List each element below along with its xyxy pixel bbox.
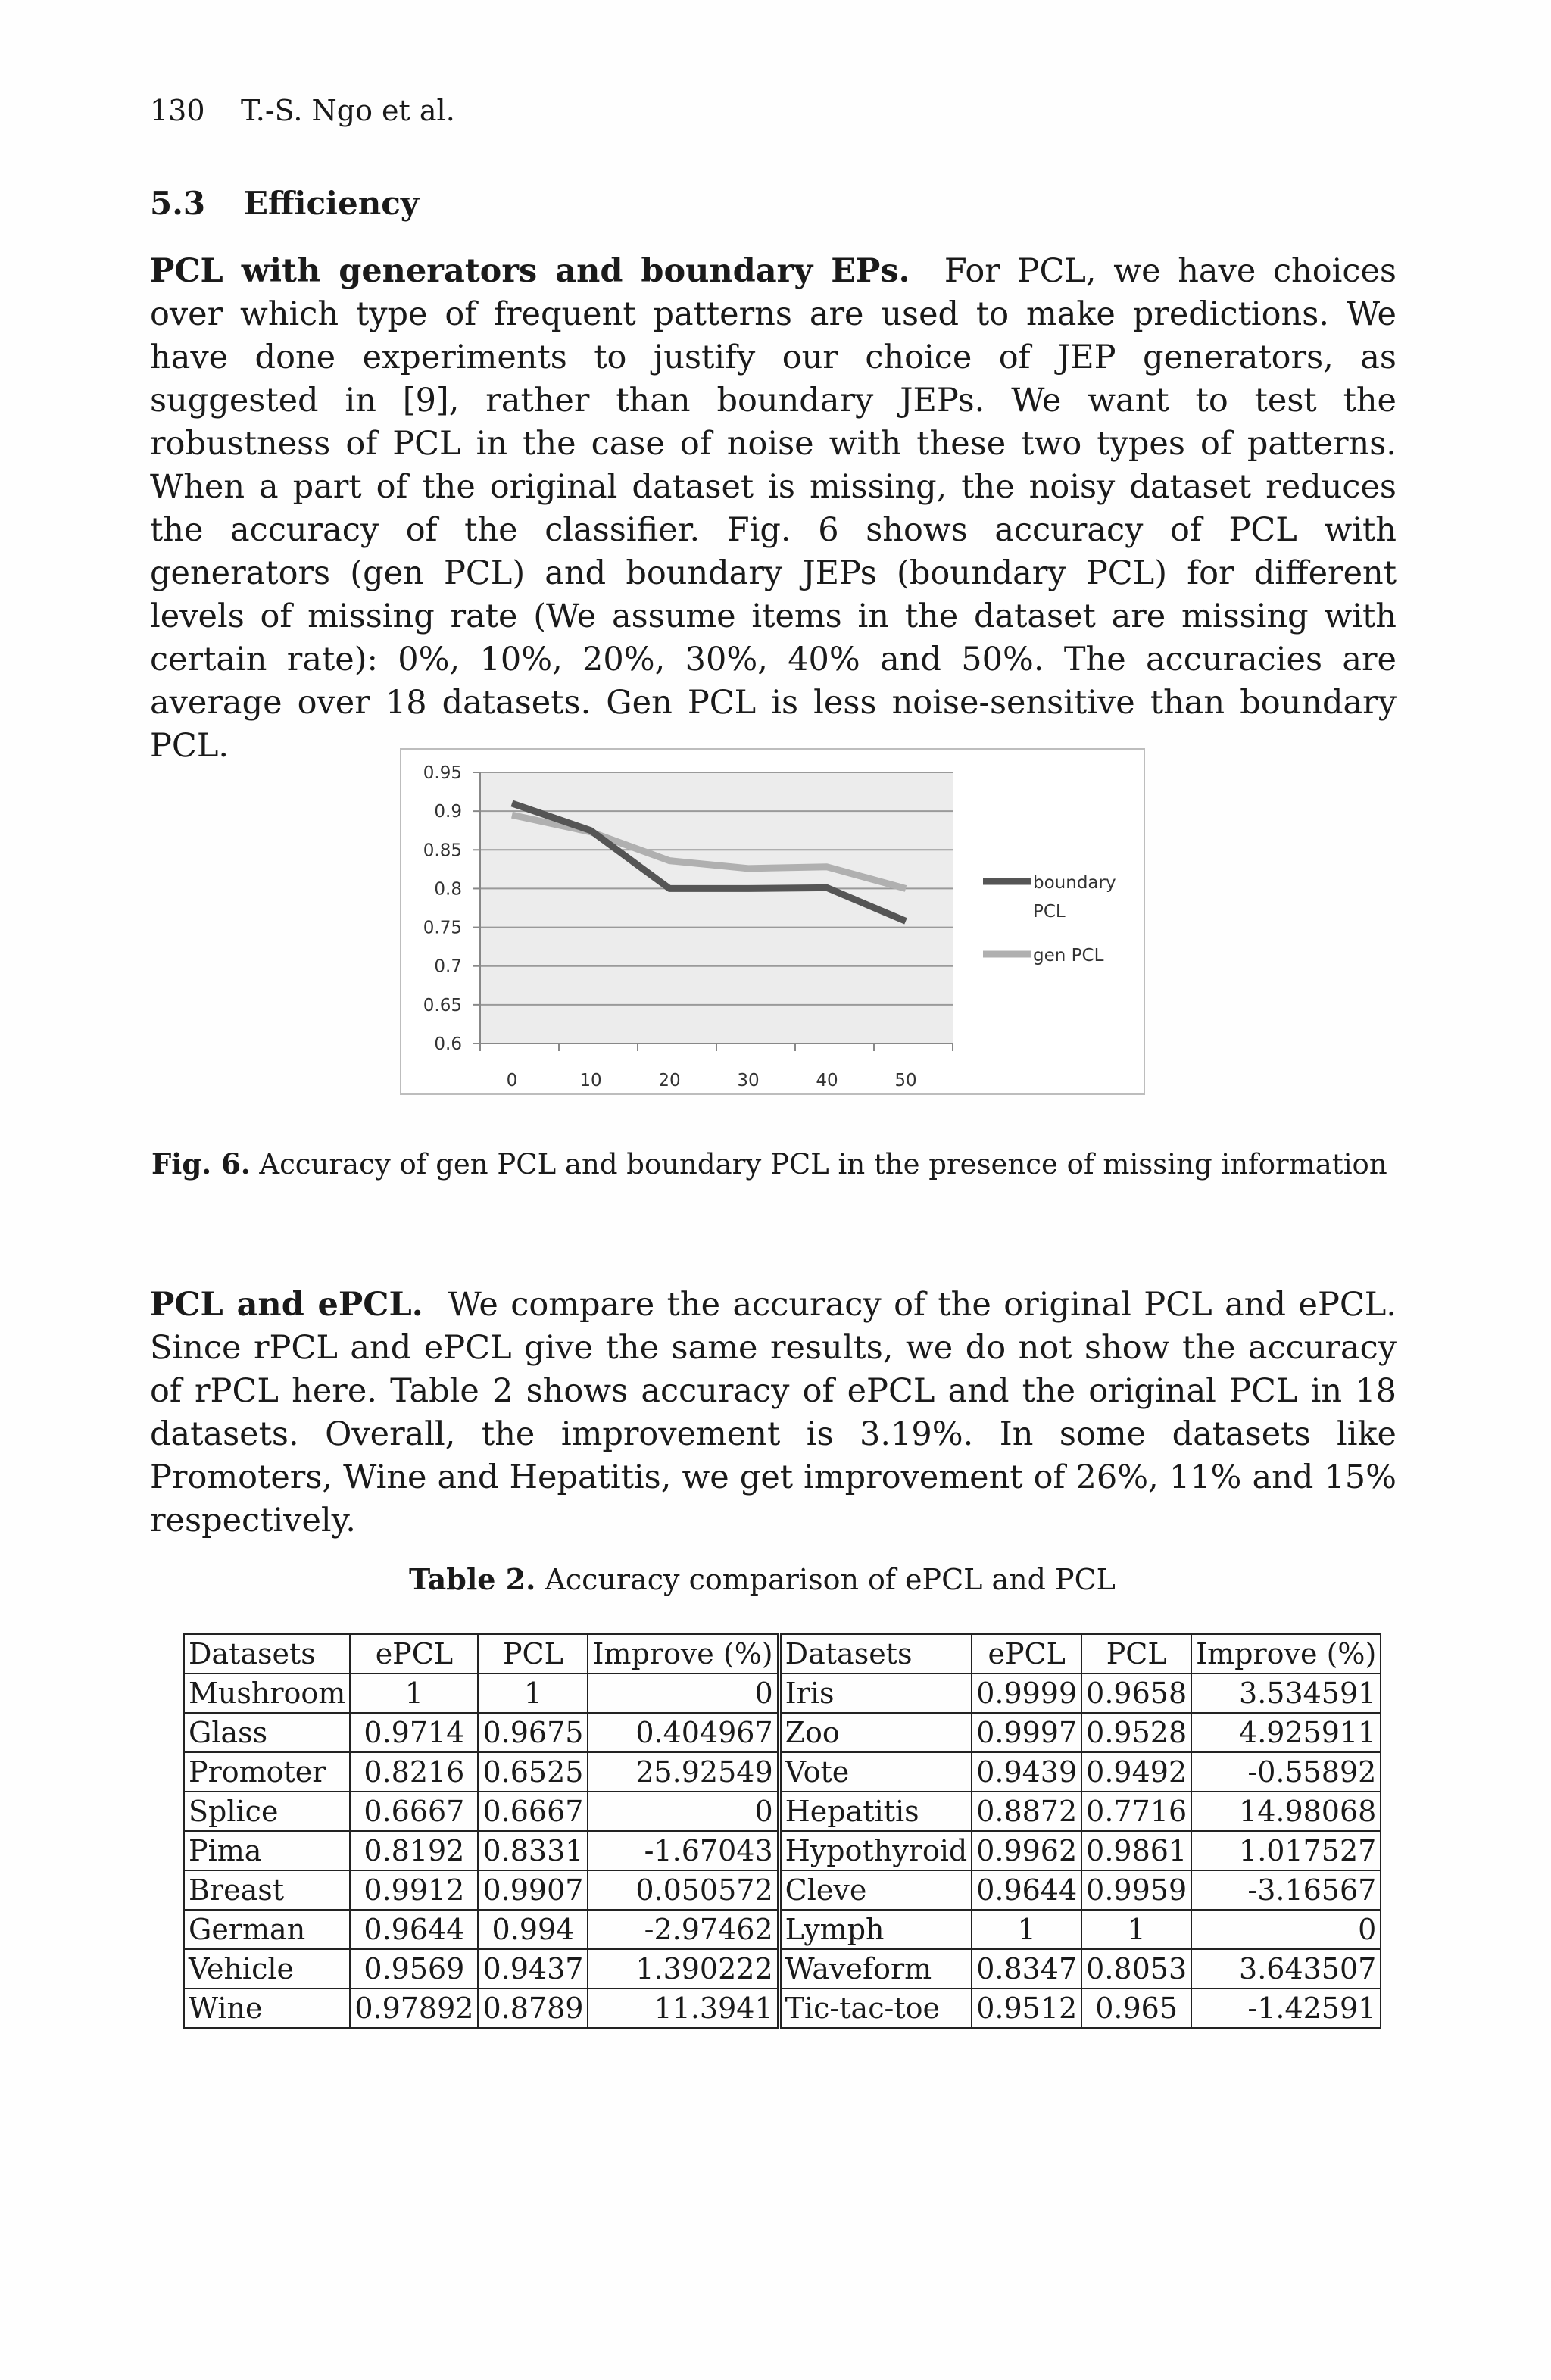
cell-improve: 0.050572 [588, 1870, 779, 1910]
cell-pcl: 0.9861 [1081, 1831, 1191, 1870]
cell-improve: 1.390222 [588, 1949, 779, 1989]
cell-epcl: 0.9962 [972, 1831, 1081, 1870]
cell-improve: -1.67043 [588, 1831, 779, 1870]
cell-pcl: 0.9528 [1081, 1713, 1191, 1752]
cell-pcl: 0.9907 [478, 1870, 588, 1910]
cell-pcl: 1 [478, 1673, 588, 1713]
cell-improve: 11.3941 [588, 1989, 779, 2028]
table-row [184, 1792, 1381, 1831]
y-tick-label: 0.65 [423, 995, 462, 1015]
cell-pcl: 0.994 [478, 1910, 588, 1949]
table-row [184, 1831, 1381, 1870]
cell-dataset: Vehicle [184, 1949, 350, 1989]
cell-pcl: 0.8053 [1081, 1949, 1191, 1989]
cell-improve: 4.925911 [1191, 1713, 1381, 1752]
y-tick-label: 0.9 [434, 802, 462, 822]
cell-dataset: Vote [779, 1752, 972, 1792]
y-tick-label: 0.75 [423, 918, 462, 938]
cell-epcl: 0.9644 [972, 1870, 1081, 1910]
cell-epcl: 1 [972, 1910, 1081, 1949]
table-row [184, 1713, 1381, 1752]
cell-pcl: 0.9437 [478, 1949, 588, 1989]
section-heading [150, 185, 419, 222]
cell-dataset: Hypothyroid [779, 1831, 972, 1870]
x-tick-label: 10 [579, 1071, 602, 1090]
cell-epcl: 0.97892 [350, 1989, 478, 2028]
col-header-epcl: ePCL [972, 1634, 1081, 1673]
accuracy-table [183, 1633, 1381, 2029]
cell-epcl: 0.9439 [972, 1752, 1081, 1792]
table-caption [409, 1562, 1116, 1596]
cell-dataset: Lymph [779, 1910, 972, 1949]
table-row [184, 1673, 1381, 1713]
cell-epcl: 0.9714 [350, 1713, 478, 1752]
cell-dataset: Cleve [779, 1870, 972, 1910]
cell-dataset: Glass [184, 1713, 350, 1752]
table-row [184, 1752, 1381, 1792]
cell-epcl: 0.9997 [972, 1713, 1081, 1752]
cell-improve: 0.404967 [588, 1713, 779, 1752]
cell-pcl: 0.7716 [1081, 1792, 1191, 1831]
cell-pcl: 0.9675 [478, 1713, 588, 1752]
cell-improve: 0 [588, 1792, 779, 1831]
col-header-improve: Improve (%) [588, 1634, 779, 1673]
cell-pcl: 0.8331 [478, 1831, 588, 1870]
table-header-row [184, 1634, 1381, 1673]
cell-epcl: 0.6667 [350, 1792, 478, 1831]
y-tick-label: 0.85 [423, 841, 462, 861]
legend-label: gen PCL [1033, 946, 1104, 965]
x-tick-label: 0 [506, 1071, 518, 1090]
cell-dataset: German [184, 1910, 350, 1949]
paragraph-text: For PCL, we have choices over which type of frequent patterns are used to make predictions. We have done experiments to justify our choice of JEP generators, as suggested in [9], rather than boundary JEPs. We want to test the robustness of PCL in the case of noise with these two types of patterns. When a part of the original dataset is missing, the noisy dataset reduces the accuracy of the classifier. Fig. 6 shows accuracy of PCL with generators (gen PCL) and boundary JEPs (boundary PCL) for different levels of missing rate (We assume items in the dataset are missing with certain rate): 0%, 10%, 20%, 30%, 40% and 50%. The accuracies are average over 18 datasets. Gen PCL is less noise-sensitive than boundary PCL. [150, 252, 1397, 765]
running-header [150, 94, 455, 127]
table-row [184, 1989, 1381, 2028]
cell-epcl: 0.9912 [350, 1870, 478, 1910]
legend-label: boundary [1033, 873, 1116, 893]
figure-6-chart [400, 748, 1145, 1095]
paragraph-pcl-epcl [150, 1284, 1397, 1542]
cell-dataset: Tic-tac-toe [779, 1989, 972, 2028]
cell-dataset: Waveform [779, 1949, 972, 1989]
cell-pcl: 0.9492 [1081, 1752, 1191, 1792]
table-row [184, 1870, 1381, 1910]
cell-improve: 3.534591 [1191, 1673, 1381, 1713]
cell-pcl: 0.9658 [1081, 1673, 1191, 1713]
page-number: 130 [150, 94, 205, 127]
cell-pcl: 0.9959 [1081, 1870, 1191, 1910]
paragraph-lead: PCL with generators and boundary EPs. [150, 252, 910, 290]
legend-label: PCL [1033, 902, 1066, 922]
cell-dataset: Splice [184, 1792, 350, 1831]
cell-dataset: Iris [779, 1673, 972, 1713]
x-tick-label: 30 [737, 1071, 760, 1090]
cell-epcl: 0.9999 [972, 1673, 1081, 1713]
cell-dataset: Hepatitis [779, 1792, 972, 1831]
paragraph-pcl-generators [150, 250, 1397, 768]
cell-improve: -3.16567 [1191, 1870, 1381, 1910]
cell-epcl: 0.9512 [972, 1989, 1081, 2028]
cell-pcl: 0.965 [1081, 1989, 1191, 2028]
section-number: 5.3 [150, 185, 206, 222]
cell-improve: -2.97462 [588, 1910, 779, 1949]
cell-epcl: 0.9569 [350, 1949, 478, 1989]
line-chart [401, 750, 1147, 1096]
cell-improve: 1.017527 [1191, 1831, 1381, 1870]
cell-dataset: Breast [184, 1870, 350, 1910]
running-authors: T.-S. Ngo et al. [241, 94, 455, 127]
y-tick-label: 0.7 [434, 956, 462, 977]
cell-pcl: 1 [1081, 1910, 1191, 1949]
cell-epcl: 0.8216 [350, 1752, 478, 1792]
cell-dataset: Pima [184, 1831, 350, 1870]
section-title: Efficiency [244, 185, 420, 222]
cell-improve: -0.55892 [1191, 1752, 1381, 1792]
col-header-pcl: PCL [478, 1634, 588, 1673]
cell-epcl: 0.8192 [350, 1831, 478, 1870]
cell-pcl: 0.6525 [478, 1752, 588, 1792]
x-tick-label: 50 [894, 1071, 917, 1090]
col-header-improve: Improve (%) [1191, 1634, 1381, 1673]
y-tick-label: 0.95 [423, 763, 462, 783]
col-header-pcl: PCL [1081, 1634, 1191, 1673]
table-row [184, 1910, 1381, 1949]
cell-epcl: 0.8872 [972, 1792, 1081, 1831]
table-row [184, 1949, 1381, 1989]
table-caption-text: Accuracy comparison of ePCL and PCL [545, 1563, 1116, 1596]
cell-improve: 25.92549 [588, 1752, 779, 1792]
paragraph-lead: PCL and ePCL. [150, 1286, 423, 1324]
cell-epcl: 1 [350, 1673, 478, 1713]
cell-improve: -1.42591 [1191, 1989, 1381, 2028]
x-tick-label: 40 [816, 1071, 838, 1090]
cell-epcl: 0.8347 [972, 1949, 1081, 1989]
y-tick-label: 0.6 [434, 1034, 462, 1054]
table-label: Table 2. [409, 1562, 536, 1596]
cell-improve: 0 [1191, 1910, 1381, 1949]
figure-label: Fig. 6. [151, 1147, 251, 1181]
figure-caption [151, 1147, 1387, 1181]
cell-improve: 14.98068 [1191, 1792, 1381, 1831]
cell-dataset: Promoter [184, 1752, 350, 1792]
cell-improve: 3.643507 [1191, 1949, 1381, 1989]
cell-pcl: 0.6667 [478, 1792, 588, 1831]
cell-dataset: Wine [184, 1989, 350, 2028]
y-tick-label: 0.8 [434, 879, 462, 900]
col-header-datasets: Datasets [779, 1634, 972, 1673]
figure-caption-text: Accuracy of gen PCL and boundary PCL in the presence of missing information [259, 1148, 1387, 1181]
cell-dataset: Mushroom [184, 1673, 350, 1713]
cell-epcl: 0.9644 [350, 1910, 478, 1949]
cell-pcl: 0.8789 [478, 1989, 588, 2028]
x-tick-label: 20 [658, 1071, 681, 1090]
col-header-epcl: ePCL [350, 1634, 478, 1673]
cell-improve: 0 [588, 1673, 779, 1713]
cell-dataset: Zoo [779, 1713, 972, 1752]
paragraph-text: We compare the accuracy of the original PCL and ePCL. Since rPCL and ePCL give the same results, we do not show the accuracy of rPCL here. Table 2 shows accuracy of ePCL and the original PCL in 18 datasets. Overall, the improvement is 3.19%. In some datasets like Promoters, Wine and Hepatitis, we get improvement of 26%, 11% and 15% respectively. [150, 1286, 1397, 1539]
col-header-datasets: Datasets [184, 1634, 350, 1673]
